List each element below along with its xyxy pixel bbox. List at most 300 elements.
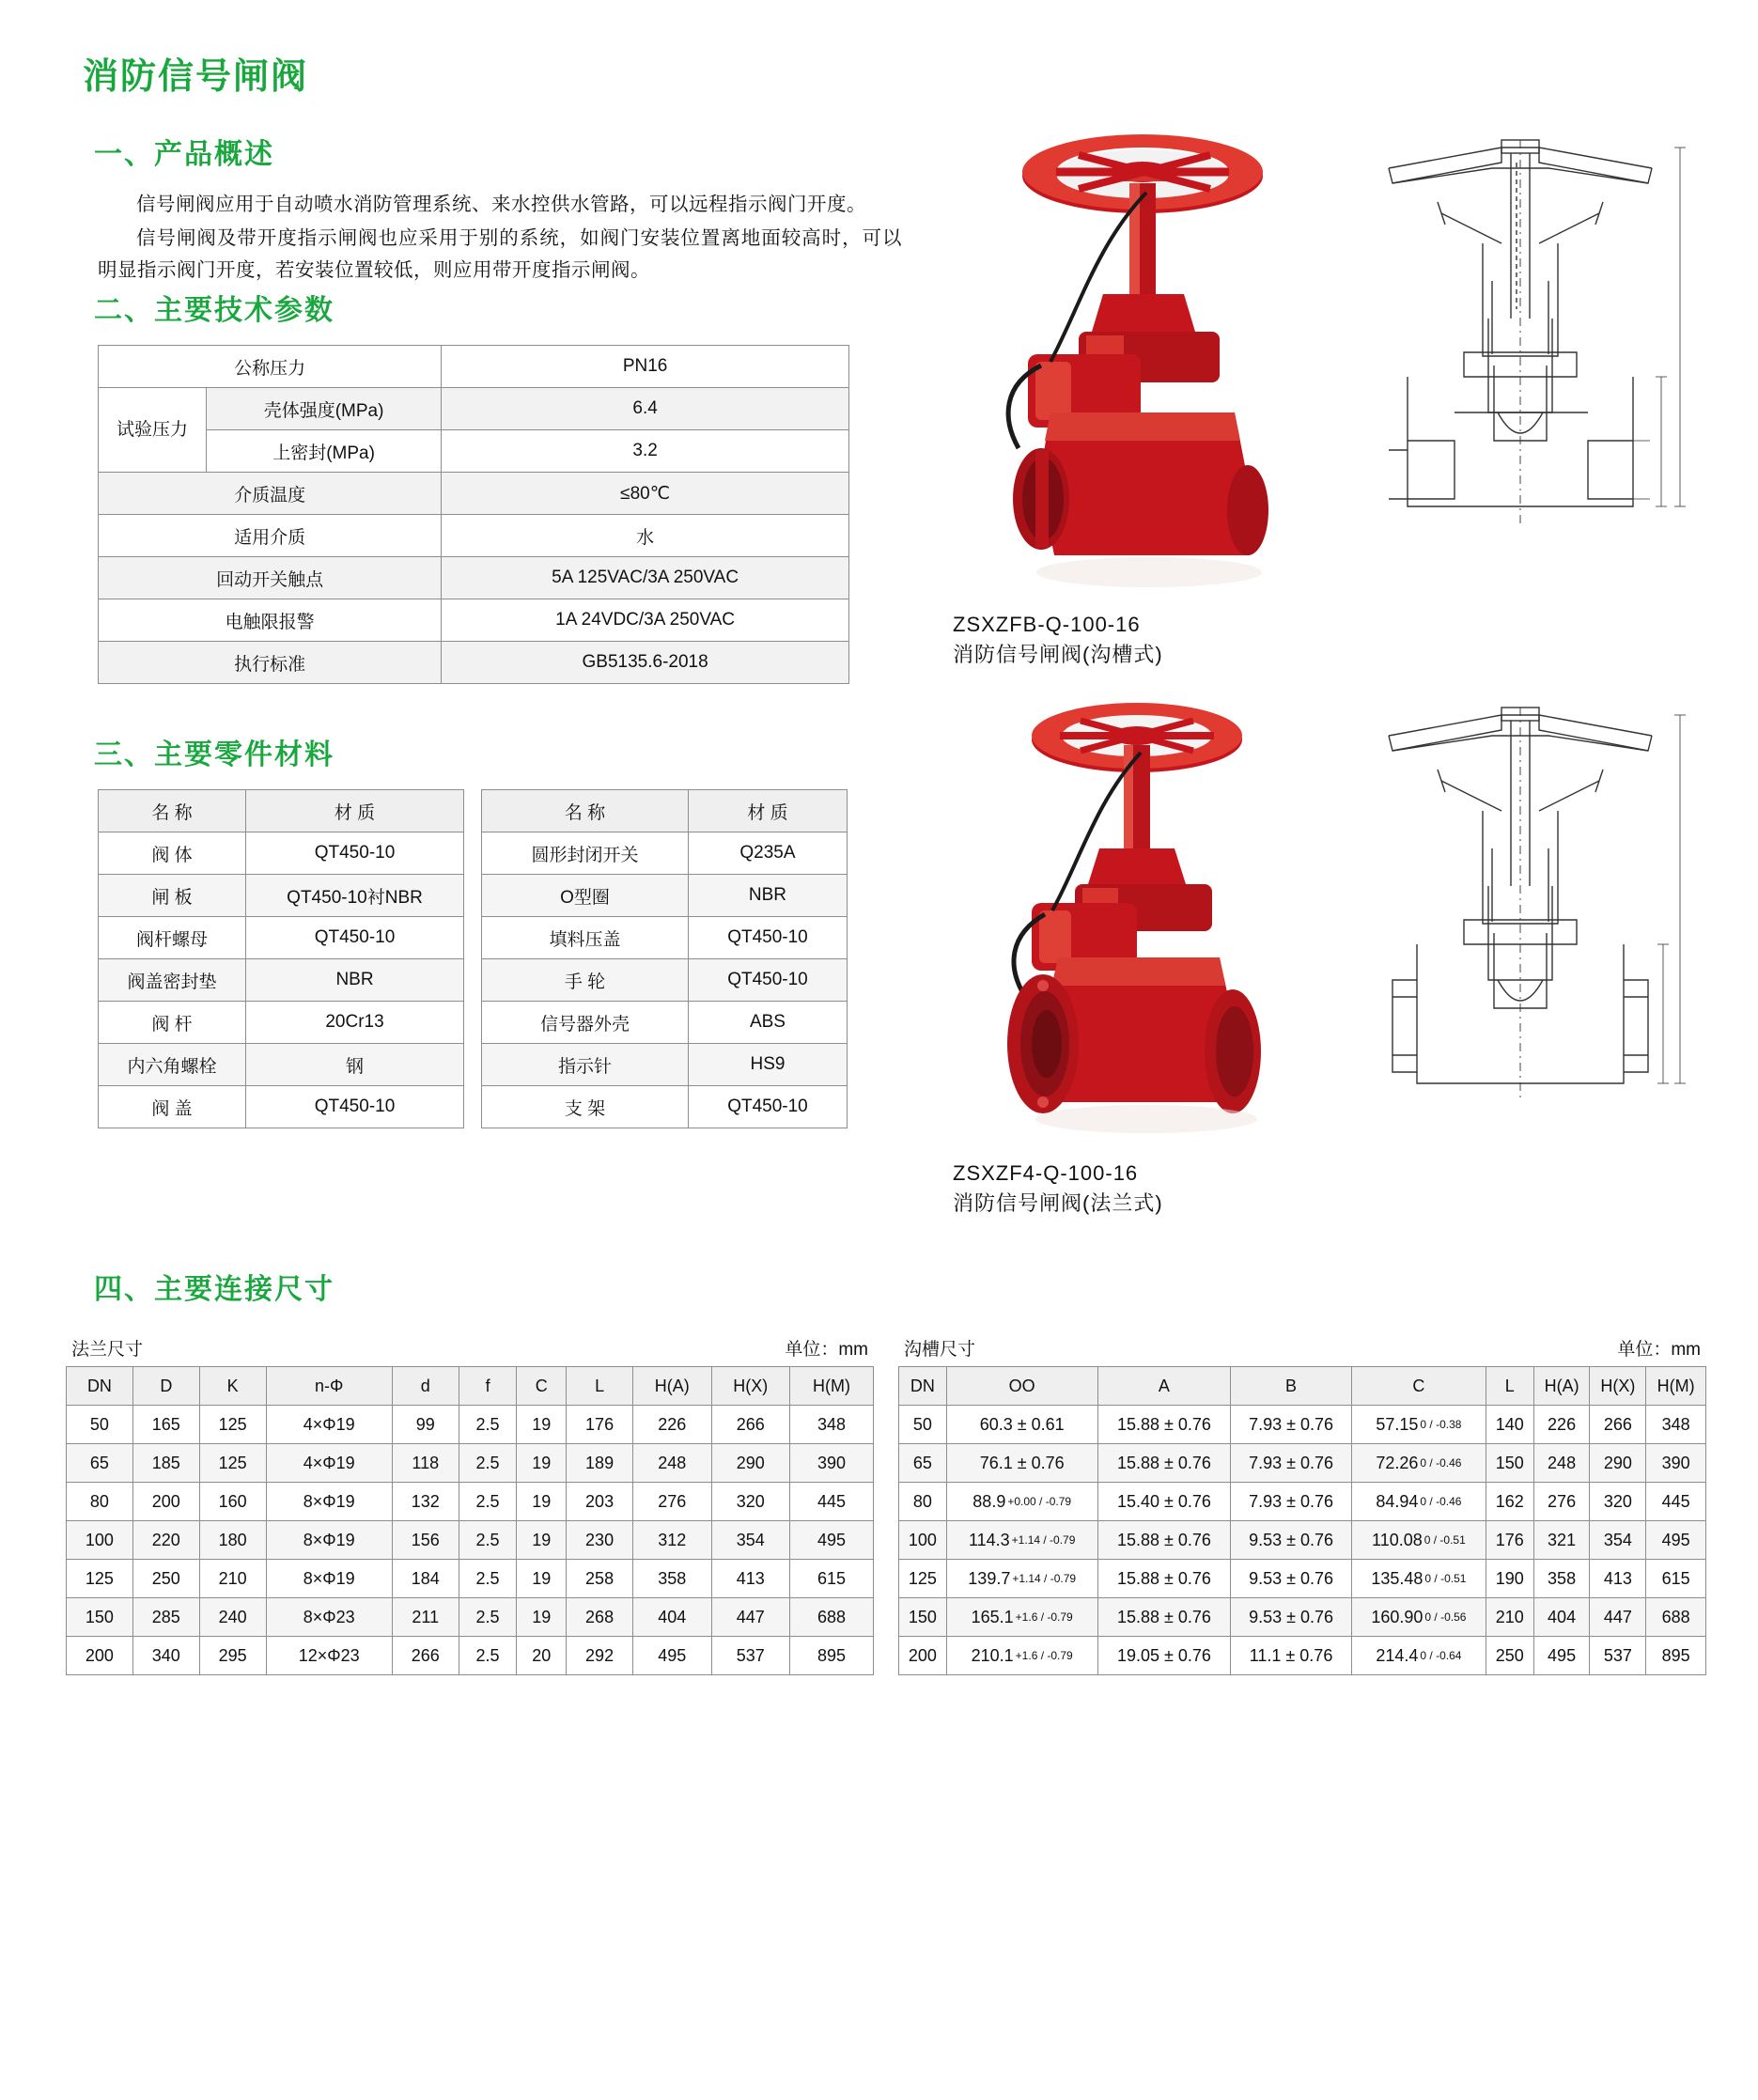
cell: 9.53 ± 0.76	[1231, 1560, 1352, 1598]
dimensions-tables	[66, 1335, 1701, 1675]
cell: 688	[1646, 1598, 1706, 1637]
cell-oo: 210.1 +1.6 / -0.79	[946, 1637, 1097, 1675]
cell: 320	[1590, 1483, 1646, 1521]
cell: 125	[199, 1444, 266, 1483]
overview-paragraph-2: 信号闸阀及带开度指示闸阀也应采用于别的系统，如阀门安装位置离地面较高时，可以明显指示阀门开度，若安装位置较低，则应用带开度指示闸阀。	[98, 227, 902, 281]
flange-dimensions-unit: 单位：mm	[785, 1340, 868, 1360]
cell: 2.5	[459, 1444, 517, 1483]
cell: 537	[1590, 1637, 1646, 1675]
cell: 615	[1646, 1560, 1706, 1598]
cell: 2.5	[459, 1598, 517, 1637]
col-b: B	[1231, 1367, 1352, 1406]
cell: 60.3 ± 0.61	[946, 1406, 1097, 1444]
table-row	[99, 430, 849, 473]
cell: 285	[132, 1598, 199, 1637]
tech-label-6: 电触限报警	[99, 599, 442, 642]
cell: 15.88 ± 0.76	[1097, 1521, 1231, 1560]
cell: 495	[1533, 1637, 1590, 1675]
cell-name: 阀 盖	[99, 1086, 246, 1128]
dimensions-section	[66, 1335, 1701, 1675]
table-row	[99, 642, 849, 684]
cell: 495	[790, 1521, 874, 1560]
cell: 495	[633, 1637, 712, 1675]
page-title: 消防信号闸阀	[83, 57, 309, 97]
cell-name: 圆形封闭开关	[482, 832, 689, 875]
cell-material: NBR	[688, 875, 847, 917]
cell-oo: 165.1 +1.6 / -0.79	[946, 1598, 1097, 1637]
table-row	[482, 1002, 848, 1044]
cell: 413	[1590, 1560, 1646, 1598]
cell-name: 阀 体	[99, 832, 246, 875]
cell: 19	[517, 1521, 567, 1560]
tolerance: 0 / -0.56	[1424, 1610, 1467, 1625]
cell-material: 20Cr13	[246, 1002, 464, 1044]
table-row	[482, 832, 848, 875]
cell: 9.53 ± 0.76	[1231, 1598, 1352, 1637]
tech-value-2: 3.2	[442, 430, 849, 473]
cell: 2.5	[459, 1637, 517, 1675]
cell: 404	[1533, 1598, 1590, 1637]
tech-label-1: 壳体强度(MPa)	[206, 388, 441, 430]
table-row	[99, 1086, 464, 1128]
tech-label-7: 执行标准	[99, 642, 442, 684]
tolerance: 0 / -0.46	[1420, 1495, 1462, 1509]
cell: 220	[132, 1521, 199, 1560]
cell: 15.88 ± 0.76	[1097, 1406, 1231, 1444]
table-row	[99, 959, 464, 1002]
cell-material: NBR	[246, 959, 464, 1002]
tolerance: 0 / -0.51	[1424, 1533, 1466, 1548]
cell: 99	[392, 1406, 459, 1444]
groove-dimensions-title: 沟槽尺寸	[904, 1340, 976, 1360]
section-heading-dimensions: 四、主要连接尺寸	[94, 1274, 334, 1305]
table-row	[899, 1637, 1706, 1675]
cell-material: QT450-10衬NBR	[246, 875, 464, 917]
cell-c: 135.48 0 / -0.51	[1351, 1560, 1486, 1598]
tech-value-5: 5A 125VAC/3A 250VAC	[442, 557, 849, 599]
figure-text-grooved: 消防信号闸阀(沟槽式)	[953, 643, 1163, 666]
table-row	[899, 1521, 1706, 1560]
tolerance: 0 / -0.46	[1420, 1456, 1462, 1470]
col-oo: OO	[946, 1367, 1097, 1406]
materials-header-material: 材 质	[688, 790, 847, 832]
table-row	[899, 1483, 1706, 1521]
table-row	[899, 1560, 1706, 1598]
col-a: A	[1097, 1367, 1231, 1406]
cell-name: 内六角螺栓	[99, 1044, 246, 1086]
table-row	[99, 875, 464, 917]
materials-table-right	[481, 789, 848, 1128]
materials-header-material: 材 质	[246, 790, 464, 832]
table-row	[99, 346, 849, 388]
cell: 266	[392, 1637, 459, 1675]
cell: 413	[711, 1560, 790, 1598]
cell: 226	[633, 1406, 712, 1444]
cell: 150	[67, 1598, 133, 1637]
cell: 50	[67, 1406, 133, 1444]
cell: 19	[517, 1406, 567, 1444]
cell: 445	[1646, 1483, 1706, 1521]
cell: 320	[711, 1483, 790, 1521]
cell: 2.5	[459, 1406, 517, 1444]
cell: 348	[1646, 1406, 1706, 1444]
table-row	[99, 599, 849, 642]
cell: 150	[899, 1598, 947, 1637]
cell-material: QT450-10	[688, 917, 847, 959]
cell-c: 84.94 0 / -0.46	[1351, 1483, 1486, 1521]
cell: 125	[899, 1560, 947, 1598]
cell: 118	[392, 1444, 459, 1483]
cell-c: 72.26 0 / -0.46	[1351, 1444, 1486, 1483]
cell: 348	[790, 1406, 874, 1444]
table-row	[99, 515, 849, 557]
cell: 354	[711, 1521, 790, 1560]
col-n-phi: n-Φ	[266, 1367, 392, 1406]
cell: 184	[392, 1560, 459, 1598]
cell: 250	[1486, 1637, 1533, 1675]
cell-name: 手 轮	[482, 959, 689, 1002]
tolerance: +1.14 / -0.79	[1012, 1572, 1077, 1586]
cell: 9.53 ± 0.76	[1231, 1521, 1352, 1560]
cell: 80	[899, 1483, 947, 1521]
section-heading-tech-params: 二、主要技术参数	[94, 295, 334, 326]
flange-dimensions-titles	[66, 1335, 874, 1366]
table-row	[67, 1598, 874, 1637]
figure-flanged-valve	[938, 698, 1708, 1219]
cell: 210	[1486, 1598, 1533, 1637]
col-hx: H(X)	[711, 1367, 790, 1406]
cell-name: 填料压盖	[482, 917, 689, 959]
cell: 19.05 ± 0.76	[1097, 1637, 1231, 1675]
cell: 276	[1533, 1483, 1590, 1521]
tech-label-3: 介质温度	[99, 473, 442, 515]
cell: 358	[633, 1560, 712, 1598]
col-hx: H(X)	[1590, 1367, 1646, 1406]
table-header-row	[899, 1367, 1706, 1406]
cell-name: O型圈	[482, 875, 689, 917]
cell-material: Q235A	[688, 832, 847, 875]
cell: 132	[392, 1483, 459, 1521]
cell: 12×Φ23	[266, 1637, 392, 1675]
table-row	[99, 1044, 464, 1086]
cell-c: 160.90 0 / -0.56	[1351, 1598, 1486, 1637]
cell: 15.88 ± 0.76	[1097, 1560, 1231, 1598]
cell: 295	[199, 1637, 266, 1675]
table-row	[99, 1002, 464, 1044]
tolerance: 0 / -0.64	[1420, 1649, 1462, 1663]
cell: 7.93 ± 0.76	[1231, 1444, 1352, 1483]
cell: 250	[132, 1560, 199, 1598]
cell: 140	[1486, 1406, 1533, 1444]
table-row	[899, 1444, 1706, 1483]
cell-name: 阀 杆	[99, 1002, 246, 1044]
table-row	[482, 875, 848, 917]
cell: 447	[1590, 1598, 1646, 1637]
tolerance: +1.6 / -0.79	[1015, 1610, 1073, 1625]
materials-header-name: 名 称	[482, 790, 689, 832]
cell: 8×Φ19	[266, 1521, 392, 1560]
col-d-small: d	[392, 1367, 459, 1406]
cell: 537	[711, 1637, 790, 1675]
valve-section-drawing-grooved	[1342, 131, 1708, 563]
cell: 100	[899, 1521, 947, 1560]
col-f: f	[459, 1367, 517, 1406]
cell: 445	[790, 1483, 874, 1521]
table-row	[482, 1086, 848, 1128]
col-c: C	[517, 1367, 567, 1406]
tech-label-5: 回动开关触点	[99, 557, 442, 599]
cell: 165	[132, 1406, 199, 1444]
cell: 15.88 ± 0.76	[1097, 1444, 1231, 1483]
cell: 180	[199, 1521, 266, 1560]
cell: 19	[517, 1598, 567, 1637]
cell-material: QT450-10	[246, 832, 464, 875]
cell-name: 阀盖密封垫	[99, 959, 246, 1002]
cell: 8×Φ23	[266, 1598, 392, 1637]
cell: 176	[567, 1406, 633, 1444]
cell: 189	[567, 1444, 633, 1483]
tech-label-4: 适用介质	[99, 515, 442, 557]
groove-dimensions-titles	[898, 1335, 1706, 1366]
col-ha: H(A)	[1533, 1367, 1590, 1406]
cell: 15.40 ± 0.76	[1097, 1483, 1231, 1521]
section-heading-materials: 三、主要零件材料	[94, 739, 334, 770]
cell: 210	[199, 1560, 266, 1598]
cell: 80	[67, 1483, 133, 1521]
table-header-row	[482, 790, 848, 832]
table-header-row	[67, 1367, 874, 1406]
figure-text-flanged: 消防信号闸阀(法兰式)	[953, 1191, 1163, 1215]
cell-oo: 139.7 +1.14 / -0.79	[946, 1560, 1097, 1598]
cell: 125	[199, 1406, 266, 1444]
cell-material: 钢	[246, 1044, 464, 1086]
flange-dimensions-title: 法兰尺寸	[71, 1340, 144, 1360]
figure-row	[938, 698, 1708, 1149]
cell-c: 57.15 0 / -0.38	[1351, 1406, 1486, 1444]
tolerance: +0.00 / -0.79	[1007, 1495, 1072, 1509]
cell: 7.93 ± 0.76	[1231, 1483, 1352, 1521]
tech-label-0: 公称压力	[99, 346, 442, 388]
col-hm: H(M)	[790, 1367, 874, 1406]
cell: 125	[67, 1560, 133, 1598]
cell: 390	[790, 1444, 874, 1483]
tolerance: 0 / -0.51	[1424, 1572, 1467, 1586]
cell: 185	[132, 1444, 199, 1483]
cell: 19	[517, 1444, 567, 1483]
table-row	[482, 959, 848, 1002]
materials-tables-wrap	[98, 789, 911, 1128]
tech-label-2: 上密封(MPa)	[206, 430, 441, 473]
valve-photo-grooved	[938, 131, 1342, 600]
cell: 11.1 ± 0.76	[1231, 1637, 1352, 1675]
cell: 447	[711, 1598, 790, 1637]
col-d: D	[132, 1367, 199, 1406]
cell: 248	[633, 1444, 712, 1483]
cell: 354	[1590, 1521, 1646, 1560]
figure-grooved-valve	[938, 131, 1708, 670]
cell: 688	[790, 1598, 874, 1637]
materials-table-left	[98, 789, 464, 1128]
cell: 4×Φ19	[266, 1444, 392, 1483]
table-row	[67, 1560, 874, 1598]
cell: 4×Φ19	[266, 1406, 392, 1444]
cell: 200	[67, 1637, 133, 1675]
cell-material: QT450-10	[688, 1086, 847, 1128]
col-c: C	[1351, 1367, 1486, 1406]
cell: 200	[899, 1637, 947, 1675]
cell: 100	[67, 1521, 133, 1560]
cell: 19	[517, 1560, 567, 1598]
cell: 290	[1590, 1444, 1646, 1483]
table-row	[899, 1598, 1706, 1637]
tech-value-7: GB5135.6-2018	[442, 642, 849, 684]
table-row	[67, 1406, 874, 1444]
cell: 292	[567, 1637, 633, 1675]
cell-oo: 88.9 +0.00 / -0.79	[946, 1483, 1097, 1521]
cell: 65	[67, 1444, 133, 1483]
table-row	[67, 1444, 874, 1483]
cell: 495	[1646, 1521, 1706, 1560]
cell-name: 指示针	[482, 1044, 689, 1086]
tech-params-table	[98, 345, 849, 684]
figure-model-grooved: ZSXZFB-Q-100-16	[953, 613, 1141, 636]
cell: 160	[199, 1483, 266, 1521]
cell: 358	[1533, 1560, 1590, 1598]
table-row	[899, 1406, 1706, 1444]
cell: 203	[567, 1483, 633, 1521]
cell-name: 闸 板	[99, 875, 246, 917]
flange-dimensions-block	[66, 1335, 874, 1675]
cell-material: ABS	[688, 1002, 847, 1044]
cell: 390	[1646, 1444, 1706, 1483]
right-column-figures	[911, 131, 1708, 1228]
table-row	[67, 1483, 874, 1521]
cell: 340	[132, 1637, 199, 1675]
cell: 19	[517, 1483, 567, 1521]
tolerance: 0 / -0.38	[1420, 1418, 1462, 1432]
flange-dimensions-table	[66, 1366, 874, 1675]
cell-name: 阀杆螺母	[99, 917, 246, 959]
cell-oo: 114.3 +1.14 / -0.79	[946, 1521, 1097, 1560]
cell: 895	[790, 1637, 874, 1675]
cell-material: QT450-10	[246, 1086, 464, 1128]
cell: 200	[132, 1483, 199, 1521]
valve-photo-flanged	[938, 698, 1342, 1149]
groove-dimensions-unit: 单位：mm	[1617, 1340, 1701, 1360]
col-l: L	[1486, 1367, 1533, 1406]
cell: 50	[899, 1406, 947, 1444]
table-row	[99, 473, 849, 515]
cell: 268	[567, 1598, 633, 1637]
figure-caption-grooved	[953, 610, 1708, 670]
cell-material: QT450-10	[688, 959, 847, 1002]
tech-value-6: 1A 24VDC/3A 250VAC	[442, 599, 849, 642]
col-ha: H(A)	[633, 1367, 712, 1406]
cell: 20	[517, 1637, 567, 1675]
cell: 321	[1533, 1521, 1590, 1560]
tolerance: +1.6 / -0.79	[1015, 1649, 1073, 1663]
cell: 615	[790, 1560, 874, 1598]
cell: 312	[633, 1521, 712, 1560]
figure-caption-flanged	[953, 1159, 1708, 1219]
cell-material: HS9	[688, 1044, 847, 1086]
cell: 895	[1646, 1637, 1706, 1675]
cell: 150	[1486, 1444, 1533, 1483]
cell-c: 214.4 0 / -0.64	[1351, 1637, 1486, 1675]
table-row	[482, 917, 848, 959]
cell: 248	[1533, 1444, 1590, 1483]
cell: 76.1 ± 0.76	[946, 1444, 1097, 1483]
cell: 2.5	[459, 1521, 517, 1560]
cell: 8×Φ19	[266, 1483, 392, 1521]
col-k: K	[199, 1367, 266, 1406]
cell: 404	[633, 1598, 712, 1637]
tech-value-1: 6.4	[442, 388, 849, 430]
cell: 240	[199, 1598, 266, 1637]
cell: 266	[711, 1406, 790, 1444]
cell: 190	[1486, 1560, 1533, 1598]
groove-dimensions-table	[898, 1366, 1706, 1675]
col-dn: DN	[67, 1367, 133, 1406]
cell: 290	[711, 1444, 790, 1483]
cell: 176	[1486, 1521, 1533, 1560]
cell: 15.88 ± 0.76	[1097, 1598, 1231, 1637]
cell: 276	[633, 1483, 712, 1521]
overview-paragraph-1: 信号闸阀应用于自动喷水消防管理系统、来水控供水管路，可以远程指示阀门开度。	[136, 194, 866, 215]
section-heading-overview: 一、产品概述	[94, 139, 274, 170]
cell: 266	[1590, 1406, 1646, 1444]
materials-header-name: 名 称	[99, 790, 246, 832]
valve-section-drawing-flanged	[1342, 698, 1708, 1130]
tech-value-3: ≤80℃	[442, 473, 849, 515]
col-dn: DN	[899, 1367, 947, 1406]
left-column	[66, 131, 911, 1128]
cell-c: 110.08 0 / -0.51	[1351, 1521, 1486, 1560]
col-hm: H(M)	[1646, 1367, 1706, 1406]
cell: 226	[1533, 1406, 1590, 1444]
tech-value-0: PN16	[442, 346, 849, 388]
cell: 8×Φ19	[266, 1560, 392, 1598]
cell: 65	[899, 1444, 947, 1483]
table-row	[482, 1044, 848, 1086]
cell: 2.5	[459, 1560, 517, 1598]
table-row	[99, 388, 849, 430]
tech-vertical-label: 试验压力	[99, 388, 207, 473]
table-row	[99, 917, 464, 959]
cell: 7.93 ± 0.76	[1231, 1406, 1352, 1444]
figure-row	[938, 131, 1708, 600]
table-row	[67, 1521, 874, 1560]
table-row	[99, 557, 849, 599]
table-row	[67, 1637, 874, 1675]
content-columns	[66, 131, 1692, 1228]
col-l: L	[567, 1367, 633, 1406]
cell-name: 信号器外壳	[482, 1002, 689, 1044]
cell: 2.5	[459, 1483, 517, 1521]
groove-dimensions-block	[898, 1335, 1706, 1675]
figure-model-flanged: ZSXZF4-Q-100-16	[953, 1161, 1139, 1185]
cell: 162	[1486, 1483, 1533, 1521]
cell: 211	[392, 1598, 459, 1637]
tech-value-4: 水	[442, 515, 849, 557]
cell: 230	[567, 1521, 633, 1560]
table-row	[99, 832, 464, 875]
tolerance: +1.14 / -0.79	[1011, 1533, 1076, 1548]
cell: 258	[567, 1560, 633, 1598]
cell-name: 支 架	[482, 1086, 689, 1128]
cell: 156	[392, 1521, 459, 1560]
cell-material: QT450-10	[246, 917, 464, 959]
